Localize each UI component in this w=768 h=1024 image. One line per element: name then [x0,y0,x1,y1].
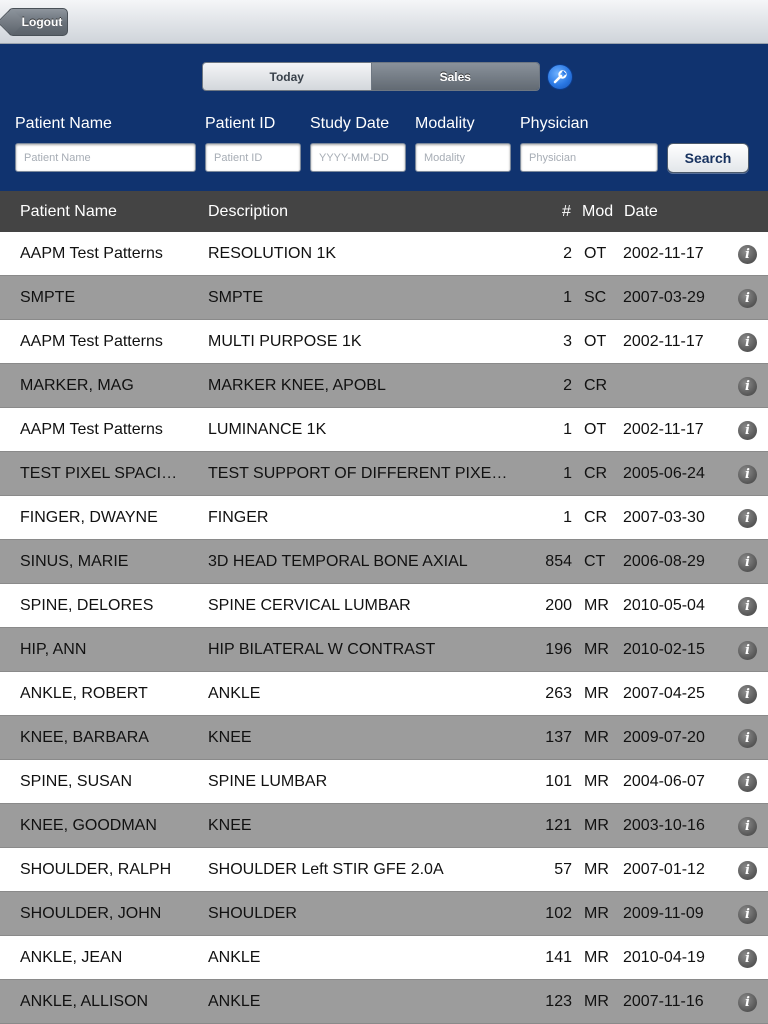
table-row[interactable] [0,408,768,452]
count-cell: 854 [545,553,572,570]
info-icon[interactable]: i [738,773,757,792]
column-header-mod[interactable]: Mod [582,203,614,220]
modality-cell: CR [584,465,608,482]
modality-cell: MR [584,729,609,746]
segment-sales[interactable] [372,63,540,90]
info-icon[interactable]: i [738,817,757,836]
modality-cell: OT [584,245,607,262]
patient-name-cell: KNEE, BARBARA [20,729,149,746]
patient-name-cell: MARKER, MAG [20,377,134,394]
table-row[interactable] [0,716,768,760]
physician-input[interactable] [520,143,658,172]
modality-input[interactable] [415,143,511,172]
count-cell: 1 [563,465,572,482]
count-cell: 2 [563,377,572,394]
column-header-count[interactable]: # [562,203,571,220]
description-cell: ANKLE [208,993,261,1010]
description-cell: KNEE [208,817,252,834]
count-cell: 263 [545,685,572,702]
table-row[interactable] [0,364,768,408]
info-icon[interactable]: i [738,465,757,484]
table-row[interactable] [0,540,768,584]
patient-name-cell: SHOULDER, JOHN [20,905,162,922]
search-header [0,44,768,191]
modality-cell: MR [584,861,609,878]
description-cell: SPINE CERVICAL LUMBAR [208,597,411,614]
count-cell: 137 [545,729,572,746]
description-cell: 3D HEAD TEMPORAL BONE AXIAL [208,553,468,570]
modality-label: Modality [415,115,475,132]
count-cell: 102 [545,905,572,922]
info-icon[interactable]: i [738,377,757,396]
description-cell: SHOULDER Left STIR GFE 2.0A [208,861,444,878]
date-cell: 2009-07-20 [623,729,705,746]
date-cell: 2010-02-15 [623,641,705,658]
date-cell: 2002-11-17 [623,421,704,438]
count-cell: 200 [545,597,572,614]
patient-id-input[interactable] [205,143,301,172]
info-icon[interactable]: i [738,421,757,440]
date-cell: 2007-03-29 [623,289,705,306]
modality-cell: CR [584,377,608,394]
patient-name-cell: AAPM Test Patterns [20,421,163,438]
settings-button[interactable] [547,64,573,90]
patient-name-cell: KNEE, GOODMAN [20,817,157,834]
date-cell: 2006-08-29 [623,553,705,570]
segment-today[interactable] [203,63,372,90]
date-cell: 2007-04-25 [623,685,705,702]
info-icon[interactable]: i [738,861,757,880]
patient-name-cell: AAPM Test Patterns [20,245,163,262]
count-cell: 196 [545,641,572,658]
patient-name-cell: TEST PIXEL SPACI… [20,465,178,482]
study-list [0,232,768,1024]
table-row[interactable] [0,760,768,804]
date-cell: 2010-04-19 [623,949,705,966]
column-header-date[interactable]: Date [624,203,658,220]
info-icon[interactable]: i [738,597,757,616]
info-icon[interactable]: i [738,553,757,572]
segment-today-label: Today [269,69,304,84]
modality-cell: CR [584,509,608,526]
search-button-label: Search [684,150,732,166]
count-cell: 101 [545,773,572,790]
segment-sales-label: Sales [439,69,471,84]
patient-name-cell: SINUS, MARIE [20,553,129,570]
date-cell: 2002-11-17 [623,245,704,262]
description-cell: MARKER KNEE, APOBL [208,377,386,394]
date-cell: 2007-01-12 [623,861,705,878]
logout-button-label: Logout [21,15,63,29]
date-cell: 2007-03-30 [623,509,705,526]
modality-cell: MR [584,597,609,614]
info-icon[interactable]: i [738,993,757,1012]
modality-cell: MR [584,817,609,834]
count-cell: 123 [545,993,572,1010]
patient-name-cell: ANKLE, JEAN [20,949,123,966]
count-cell: 1 [563,289,572,306]
description-cell: TEST SUPPORT OF DIFFERENT PIXE… [208,465,508,482]
wrench-icon [551,68,569,86]
description-cell: SPINE LUMBAR [208,773,328,790]
modality-cell: OT [584,333,607,350]
patient-name-cell: AAPM Test Patterns [20,333,163,350]
table-row[interactable] [0,628,768,672]
date-cell: 2010-05-04 [623,597,705,614]
column-header-patient-name[interactable]: Patient Name [20,203,117,220]
patient-name-cell: FINGER, DWAYNE [20,509,158,526]
table-row[interactable] [0,980,768,1024]
patient-name-cell: HIP, ANN [20,641,87,658]
description-cell: ANKLE [208,949,261,966]
top-toolbar [0,0,768,44]
description-cell: LUMINANCE 1K [208,421,327,438]
date-cell: 2007-11-16 [623,993,704,1010]
info-icon[interactable]: i [738,905,757,924]
count-cell: 57 [554,861,572,878]
table-row[interactable] [0,936,768,980]
table-row[interactable] [0,584,768,628]
table-row[interactable] [0,232,768,276]
patient-id-label: Patient ID [205,115,276,132]
column-header-description[interactable]: Description [208,203,289,220]
description-cell: HIP BILATERAL W CONTRAST [208,641,436,658]
description-cell: FINGER [208,509,269,526]
info-icon[interactable]: i [738,509,757,528]
date-cell: 2004-06-07 [623,773,705,790]
patient-name-cell: ANKLE, ALLISON [20,993,149,1010]
description-cell: SHOULDER [208,905,297,922]
study-date-input[interactable] [310,143,406,172]
count-cell: 121 [545,817,572,834]
description-cell: RESOLUTION 1K [208,245,337,262]
patient-name-cell: ANKLE, ROBERT [20,685,148,702]
study-date-label: Study Date [310,115,390,132]
patient-name-cell: SPINE, SUSAN [20,773,133,790]
patient-name-input[interactable] [15,143,196,172]
count-cell: 141 [545,949,572,966]
description-cell: SMPTE [208,289,264,306]
table-row[interactable] [0,672,768,716]
info-icon[interactable]: i [738,289,757,308]
table-row[interactable] [0,496,768,540]
patient-name-cell: SPINE, DELORES [20,597,154,614]
modality-cell: MR [584,905,609,922]
table-row[interactable] [0,848,768,892]
info-icon[interactable]: i [738,729,757,748]
description-cell: KNEE [208,729,252,746]
modality-cell: MR [584,993,609,1010]
search-button[interactable] [667,143,749,173]
table-header [0,191,768,232]
modality-cell: MR [584,641,609,658]
view-segmented-control [202,62,540,91]
patient-name-cell: SHOULDER, RALPH [20,861,172,878]
logout-button[interactable] [8,8,68,36]
count-cell: 3 [563,333,572,350]
count-cell: 1 [563,421,572,438]
date-cell: 2009-11-09 [623,905,704,922]
modality-cell: CT [584,553,606,570]
count-cell: 2 [563,245,572,262]
modality-cell: SC [584,289,607,306]
modality-cell: MR [584,949,609,966]
table-row[interactable] [0,892,768,936]
table-row[interactable] [0,276,768,320]
date-cell: 2005-06-24 [623,465,705,482]
patient-name-cell: SMPTE [20,289,76,306]
modality-cell: MR [584,773,609,790]
count-cell: 1 [563,509,572,526]
physician-label: Physician [520,115,589,132]
patient-name-label: Patient Name [15,115,112,132]
modality-cell: MR [584,685,609,702]
info-icon[interactable]: i [738,333,757,352]
table-row[interactable] [0,452,768,496]
description-cell: MULTI PURPOSE 1K [208,333,362,350]
table-row[interactable] [0,320,768,364]
modality-cell: OT [584,421,607,438]
info-icon[interactable]: i [738,949,757,968]
info-icon[interactable]: i [738,245,757,264]
date-cell: 2003-10-16 [623,817,705,834]
date-cell: 2002-11-17 [623,333,704,350]
description-cell: ANKLE [208,685,261,702]
table-row[interactable] [0,804,768,848]
info-icon[interactable]: i [738,685,757,704]
info-icon[interactable]: i [738,641,757,660]
